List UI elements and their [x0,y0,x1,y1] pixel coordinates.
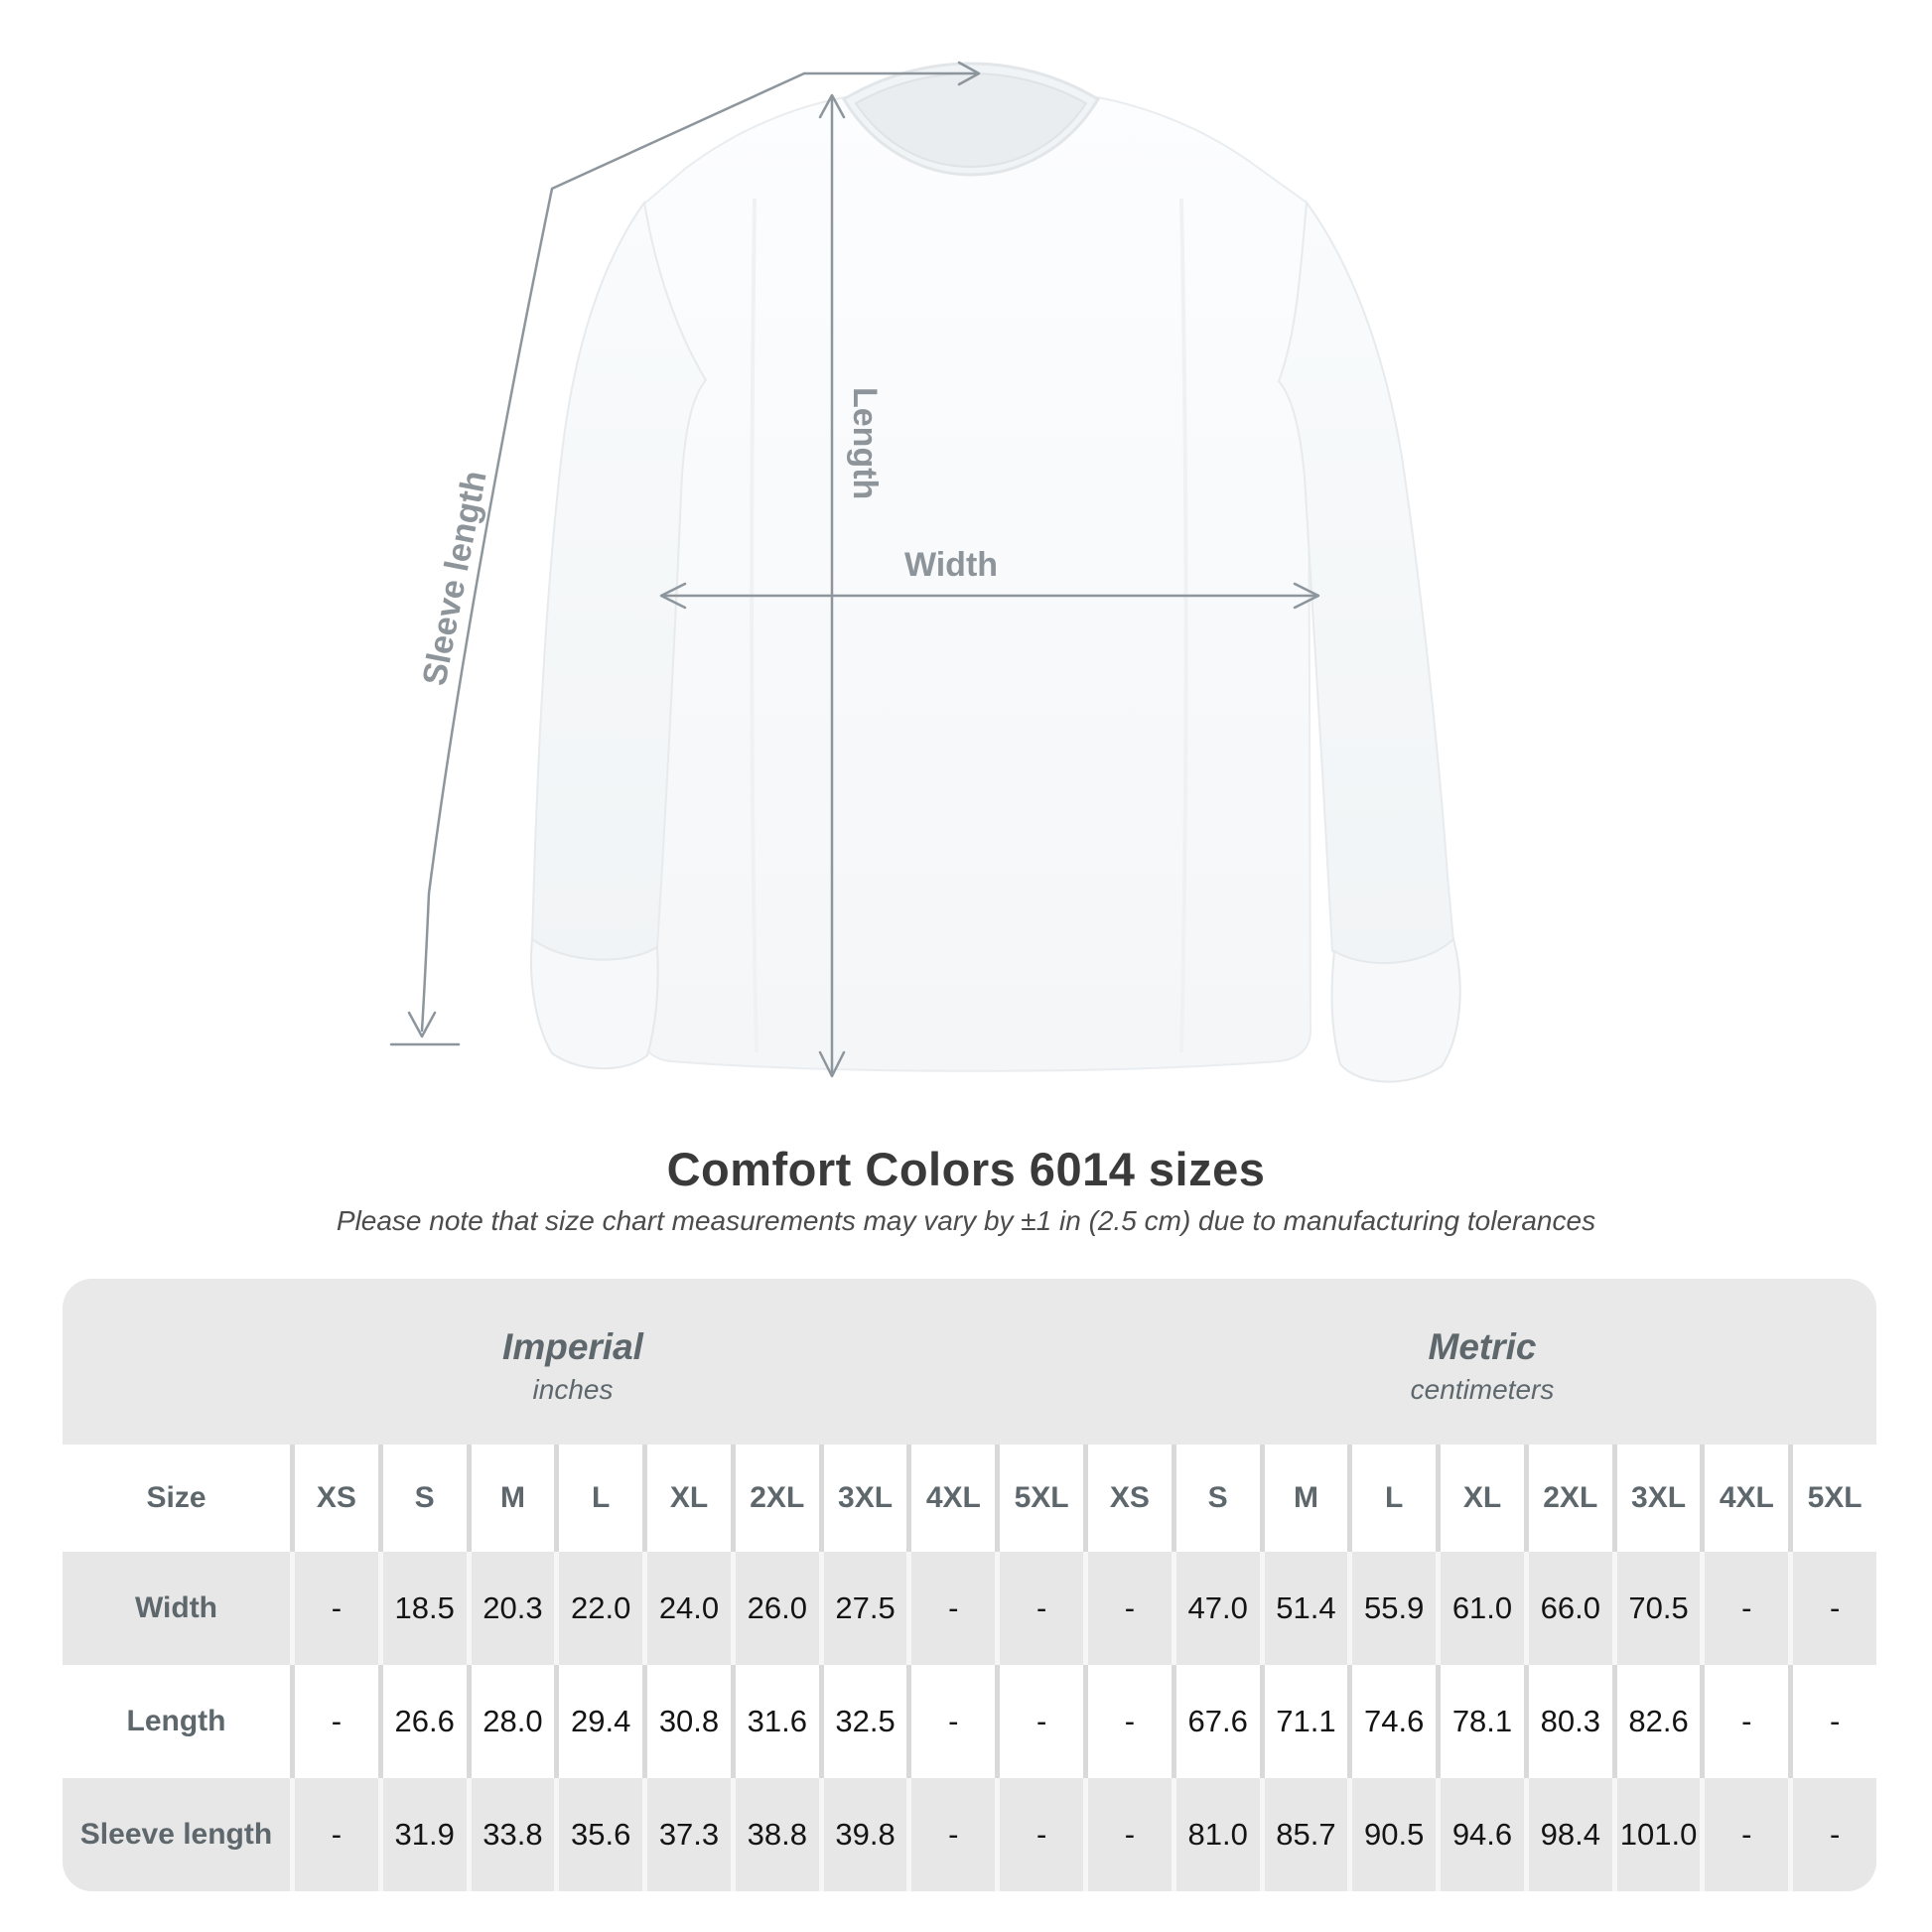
value-cell: - [1793,1665,1876,1778]
value-cell: 70.5 [1617,1552,1701,1665]
size-cell: 5XL [1000,1445,1083,1552]
tolerance-note: Please note that size chart measurements may vary by ±1 in (2.5 cm) due to manufacturing tolerances [336,1205,1596,1236]
value-cell: 26.6 [383,1665,467,1778]
value-cell: - [1000,1552,1083,1665]
value-cell: 78.1 [1441,1665,1524,1778]
table-row-length [63,1665,1876,1778]
value-cell: - [1705,1665,1788,1778]
value-cell: 20.3 [472,1552,555,1665]
value-cell: - [1000,1778,1083,1891]
imperial-section-header [63,1279,1083,1445]
value-cell: - [295,1552,378,1665]
value-cell: 94.6 [1441,1778,1524,1891]
value-cell: - [911,1665,995,1778]
size-cell: XL [647,1445,731,1552]
size-cell: 3XL [824,1445,907,1552]
row-label: Sleeve length [63,1778,290,1891]
value-cell: 39.8 [824,1778,907,1891]
value-cell: 85.7 [1265,1778,1348,1891]
size-cell: 3XL [1617,1445,1701,1552]
value-cell: 37.3 [647,1778,731,1891]
value-cell: 80.3 [1529,1665,1612,1778]
page-title: Comfort Colors 6014 sizes [666,1143,1266,1195]
value-cell: 61.0 [1441,1552,1524,1665]
value-cell: 18.5 [383,1552,467,1665]
value-cell: 29.4 [559,1665,642,1778]
width-measure-label: Width [903,546,999,584]
row-label: Length [63,1665,290,1778]
value-cell: 71.1 [1265,1665,1348,1778]
value-cell: 66.0 [1529,1552,1612,1665]
row-label: Width [63,1552,290,1665]
value-cell: - [911,1778,995,1891]
value-cell: 31.6 [736,1665,819,1778]
size-header-row [63,1445,1876,1552]
value-cell: 35.6 [559,1778,642,1891]
value-cell: - [295,1665,378,1778]
table-row-sleeve-length [63,1778,1876,1891]
value-cell: - [1088,1778,1172,1891]
value-cell: - [295,1778,378,1891]
imperial-unit-label: inches [532,1373,614,1405]
value-cell: 38.8 [736,1778,819,1891]
size-cell: S [383,1445,467,1552]
size-cell: M [472,1445,555,1552]
size-cell: XL [1441,1445,1524,1552]
size-cell: 5XL [1793,1445,1876,1552]
table-row-width [63,1552,1876,1665]
value-cell: 98.4 [1529,1778,1612,1891]
value-cell: - [1793,1778,1876,1891]
length-measure-label: Length [846,387,884,500]
value-cell: 22.0 [559,1552,642,1665]
value-cell: 51.4 [1265,1552,1348,1665]
value-cell: 32.5 [824,1665,907,1778]
metric-unit-label: centimeters [1410,1373,1555,1405]
size-cell: 2XL [1529,1445,1612,1552]
value-cell: 82.6 [1617,1665,1701,1778]
value-cell: 67.6 [1176,1665,1260,1778]
value-cell: 47.0 [1176,1552,1260,1665]
value-cell: 101.0 [1617,1778,1701,1891]
size-table [63,1279,1876,1891]
value-cell: 81.0 [1176,1778,1260,1891]
size-cell: XS [295,1445,378,1552]
value-cell: - [1705,1778,1788,1891]
size-cell: S [1176,1445,1260,1552]
imperial-label: Imperial [502,1325,643,1367]
value-cell: - [1705,1552,1788,1665]
size-cell: L [1352,1445,1436,1552]
value-cell: 24.0 [647,1552,731,1665]
size-cell: XS [1088,1445,1172,1552]
value-cell: 33.8 [472,1778,555,1891]
size-column-header: Size [63,1445,290,1552]
value-cell: - [911,1552,995,1665]
value-cell: 28.0 [472,1665,555,1778]
value-cell: 30.8 [647,1665,731,1778]
unit-header-band [63,1279,1876,1445]
value-cell: 26.0 [736,1552,819,1665]
value-cell: - [1793,1552,1876,1665]
value-cell: 55.9 [1352,1552,1436,1665]
metric-section-header [1088,1279,1876,1445]
size-cell: 4XL [911,1445,995,1552]
value-cell: - [1000,1665,1083,1778]
value-cell: - [1088,1552,1172,1665]
size-cell: M [1265,1445,1348,1552]
size-cell: 4XL [1705,1445,1788,1552]
value-cell: 74.6 [1352,1665,1436,1778]
value-cell: 31.9 [383,1778,467,1891]
value-cell: 90.5 [1352,1778,1436,1891]
size-cell: 2XL [736,1445,819,1552]
size-cell: L [559,1445,642,1552]
value-cell: - [1088,1665,1172,1778]
value-cell: 27.5 [824,1552,907,1665]
metric-label: Metric [1428,1325,1537,1367]
sleeve-length-measure-label: Sleeve length [415,468,494,689]
